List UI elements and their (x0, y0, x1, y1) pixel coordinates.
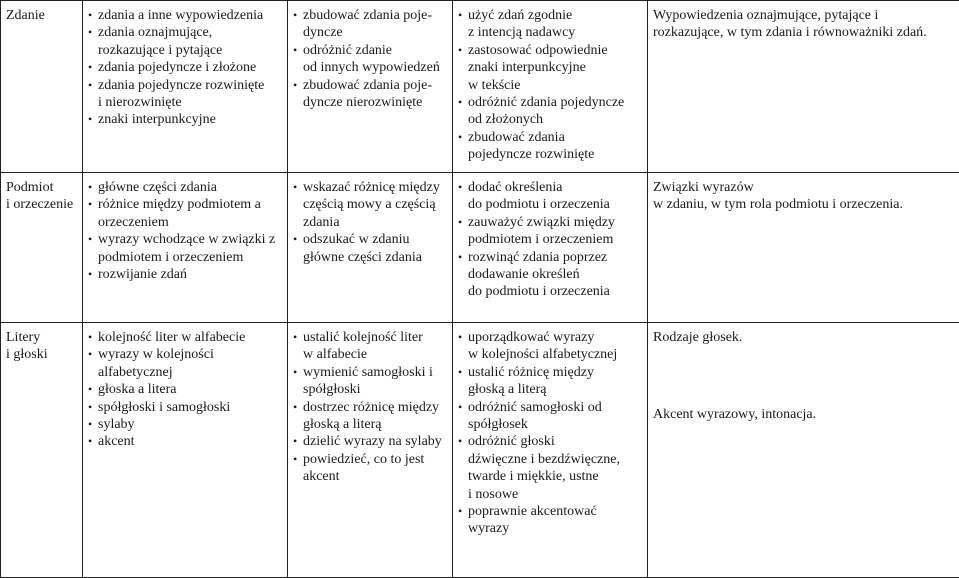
list-item (88, 111, 282, 128)
list-item-line: zbudować zdania poje- (303, 77, 433, 93)
list-item-line: odróżnić samogłoski od (468, 399, 602, 415)
list-item-line: różnice między podmiotem a (98, 197, 261, 213)
list-item (458, 214, 642, 249)
bullet-icon: • (293, 434, 298, 449)
list-item-line: wyrazy w kolejności (98, 347, 214, 363)
bullet-icon: • (458, 399, 463, 414)
topic-cell (1, 1, 83, 173)
list-item-line: głoska a litera (98, 382, 177, 398)
list-item (458, 399, 642, 434)
spacer (653, 346, 954, 406)
list-item-line: do podmiotu i orzeczenia (468, 197, 610, 213)
notes-cell (648, 173, 959, 323)
list-item-line: spółgłosek (468, 417, 528, 433)
bullet-icon: • (88, 197, 93, 212)
list-item-line: do podmiotu i orzeczenia (468, 284, 610, 300)
note-extra-line: Akcent wyrazowy, intonacja. (653, 407, 817, 423)
bullet-icon: • (458, 42, 463, 57)
list-item (88, 416, 282, 433)
topic-line: i orzeczenie (6, 197, 74, 213)
list-item (88, 346, 282, 381)
table-row (1, 173, 959, 323)
list-item-line: odszukać w zdaniu (303, 232, 410, 248)
list-item (88, 329, 282, 346)
list-item (88, 77, 282, 112)
list-item-line: i nosowe (468, 486, 519, 502)
bullet-icon: • (293, 8, 298, 22)
list-item (88, 399, 282, 416)
list-item-line: dźwięczne i bezdźwięczne, (468, 451, 620, 467)
bullet-icon: • (458, 95, 463, 110)
bullet-icon: • (88, 8, 93, 22)
list-item-line: rozwinąć zdania poprzez (468, 249, 608, 265)
bullet-icon: • (88, 180, 93, 194)
list-item-line: wyrazy wchodzące w związki z (98, 232, 276, 248)
bullet-icon: • (293, 180, 298, 194)
notes-cell (648, 323, 959, 578)
skills-cell (288, 1, 453, 173)
list-item (458, 129, 642, 164)
list-item (293, 433, 447, 450)
list-item-line: akcent (303, 469, 340, 485)
content-list (88, 179, 282, 283)
list-item (458, 94, 642, 129)
bullet-icon: • (458, 180, 463, 194)
list-item-line: głoską a literą (468, 382, 547, 398)
list-item-line: twarde i miękkie, ustne (468, 469, 599, 485)
list-item-line: pojedyncze rozwinięte (468, 147, 595, 163)
list-item-line: zauważyć związki między (468, 214, 615, 230)
list-item-line: sylaby (98, 417, 135, 433)
notes-cell (648, 1, 959, 173)
table-row (1, 323, 959, 578)
content-cell (83, 1, 288, 173)
list-item-line: w kolejności alfabetycznej (468, 347, 618, 363)
list-item-line: znaki interpunkcyjne (468, 60, 586, 76)
bullet-icon: • (88, 347, 93, 362)
bullet-icon: • (458, 504, 463, 519)
list-item-line: podmiotem i orzeczeniem (468, 232, 614, 248)
list-item-line: z intencją nadawcy (468, 25, 576, 41)
bullet-icon: • (458, 364, 463, 379)
list-item (458, 179, 642, 214)
list-item-line: dzielić wyrazy na sylaby (303, 434, 442, 450)
list-item-line: dostrzec różnicę między (303, 399, 440, 415)
list-item-line: zdania oznajmujące, (98, 25, 213, 41)
list-item (88, 231, 282, 266)
list-item (293, 231, 447, 266)
bullet-icon: • (458, 214, 463, 229)
bullet-icon: • (88, 77, 93, 92)
topic-cell (1, 323, 83, 578)
list-item (293, 329, 447, 364)
list-item-line: poprawnie akcentować (468, 504, 597, 520)
list-item-line: ustalić kolejność liter (303, 330, 423, 345)
list-item-line: dyncze (303, 25, 343, 41)
advanced-skills-cell (453, 173, 648, 323)
bullet-icon: • (293, 451, 298, 466)
list-item-line: alfabetycznej (98, 364, 173, 380)
bullet-icon: • (88, 417, 93, 432)
list-item-line: główne części zdania (98, 180, 217, 195)
note-line: Wypowiedzenia oznajmujące, pytające i (653, 8, 879, 23)
bullet-icon: • (88, 330, 93, 344)
bullet-icon: • (88, 232, 93, 247)
list-item-line: uporządkować wyrazy (468, 330, 595, 345)
list-item (88, 196, 282, 231)
list-item-line: dodać określenia (468, 180, 563, 195)
advanced-skills-cell (453, 323, 648, 578)
list-item (88, 179, 282, 196)
bullet-icon: • (88, 112, 93, 127)
list-item-line: wymienić samogłoski i (303, 364, 433, 380)
list-item-line: w alfabecie (303, 347, 368, 363)
bullet-icon: • (88, 382, 93, 397)
list-item-line: spółgłoski i samogłoski (98, 399, 231, 415)
list-item-line: zdania (303, 214, 340, 230)
list-item-line: wskazać różnicę między (303, 180, 440, 195)
list-item (458, 329, 642, 364)
list-item (293, 77, 447, 112)
list-item-line: odróżnić zdanie (303, 42, 393, 58)
list-item (293, 451, 447, 486)
note-line: Rodzaje głosek. (653, 330, 743, 345)
note-line: w zdaniu, w tym rola podmiotu i orzeczenia. (653, 197, 903, 213)
bullet-icon: • (88, 25, 93, 40)
list-item-line: dyncze nierozwinięte (303, 95, 423, 111)
list-item (458, 433, 642, 503)
list-item-line: zdania a inne wypowiedzenia (98, 8, 264, 23)
list-item-line: ustalić różnicę między (468, 364, 594, 380)
list-item (458, 7, 642, 42)
list-item (88, 24, 282, 59)
bullet-icon: • (293, 364, 298, 379)
list-item (458, 42, 642, 94)
table-row (1, 1, 959, 173)
bullet-icon: • (293, 399, 298, 414)
list-item-line: głoską a literą (303, 417, 382, 433)
list-item-line: orzeczeniem (98, 214, 169, 230)
topic-line: i głoski (6, 347, 48, 363)
content-cell (83, 173, 288, 323)
list-item-line: kolejność liter w alfabecie (98, 330, 246, 345)
list-item-line: podmiotem i orzeczeniem (98, 249, 244, 265)
skills-list (293, 179, 447, 266)
bullet-icon: • (458, 249, 463, 264)
topic-cell (1, 173, 83, 323)
list-item (293, 179, 447, 231)
list-item (458, 503, 642, 538)
list-item (458, 249, 642, 301)
advanced-skills-list (458, 329, 642, 538)
list-item-line: odróżnić głoski (468, 434, 555, 450)
list-item-line: powiedzieć, co to jest (303, 451, 425, 467)
list-item (88, 266, 282, 283)
list-item-line: zbudować zdania (468, 129, 565, 145)
topic-line: Litery (6, 330, 41, 345)
topic-line: Zdanie (6, 8, 45, 23)
list-item-line: znaki interpunkcyjne (98, 112, 216, 128)
note-line: rozkazujące, w tym zdania i równoważniki zdań. (653, 25, 927, 41)
list-item (293, 364, 447, 399)
bullet-icon: • (458, 434, 463, 449)
bullet-icon: • (88, 399, 93, 414)
skills-cell (288, 173, 453, 323)
list-item (293, 7, 447, 42)
bullet-icon: • (293, 330, 298, 344)
list-item-line: zbudować zdania poje- (303, 8, 433, 23)
list-item (88, 381, 282, 398)
content-cell (83, 323, 288, 578)
list-item (293, 42, 447, 77)
bullet-icon: • (293, 77, 298, 92)
list-item-line: wyrazy (468, 521, 510, 537)
list-item-line: częścią mowy a częścią (303, 197, 436, 213)
advanced-skills-list (458, 7, 642, 164)
list-item (293, 399, 447, 434)
bullet-icon: • (293, 232, 298, 247)
bullet-icon: • (458, 330, 463, 344)
advanced-skills-list (458, 179, 642, 301)
skills-list (293, 329, 447, 486)
list-item-line: główne części zdania (303, 249, 422, 265)
bullet-icon: • (88, 434, 93, 449)
bullet-icon: • (293, 42, 298, 57)
list-item-line: zdania pojedyncze rozwinięte (98, 77, 265, 93)
list-item-line: w tekście (468, 77, 521, 93)
list-item-line: od innych wypowiedzeń (303, 60, 440, 76)
list-item-line: dodawanie określeń (468, 267, 580, 283)
list-item-line: rozwijanie zdań (98, 267, 188, 283)
list-item-line: użyć zdań zgodnie (468, 8, 573, 23)
content-list (88, 7, 282, 129)
topic-line: Podmiot (6, 180, 54, 195)
list-item (88, 59, 282, 76)
skills-list (293, 7, 447, 111)
list-item (88, 7, 282, 24)
list-item-line: i nierozwinięte (98, 95, 182, 111)
list-item-line: zdania pojedyncze i złożone (98, 60, 257, 76)
bullet-icon: • (458, 8, 463, 22)
list-item (88, 433, 282, 450)
list-item (458, 364, 642, 399)
bullet-icon: • (458, 129, 463, 144)
list-item-line: zastosować odpowiednie (468, 42, 608, 58)
list-item-line: od złożonych (468, 112, 544, 128)
skills-cell (288, 323, 453, 578)
content-list (88, 329, 282, 451)
list-item-line: odróżnić zdania pojedyncze (468, 95, 625, 111)
list-item-line: akcent (98, 434, 135, 450)
advanced-skills-cell (453, 1, 648, 173)
list-item-line: spółgłoski (303, 382, 361, 398)
bullet-icon: • (88, 267, 93, 282)
note-line: Związki wyrazów (653, 180, 754, 195)
bullet-icon: • (88, 60, 93, 75)
list-item-line: rozkazujące i pytające (98, 42, 223, 58)
